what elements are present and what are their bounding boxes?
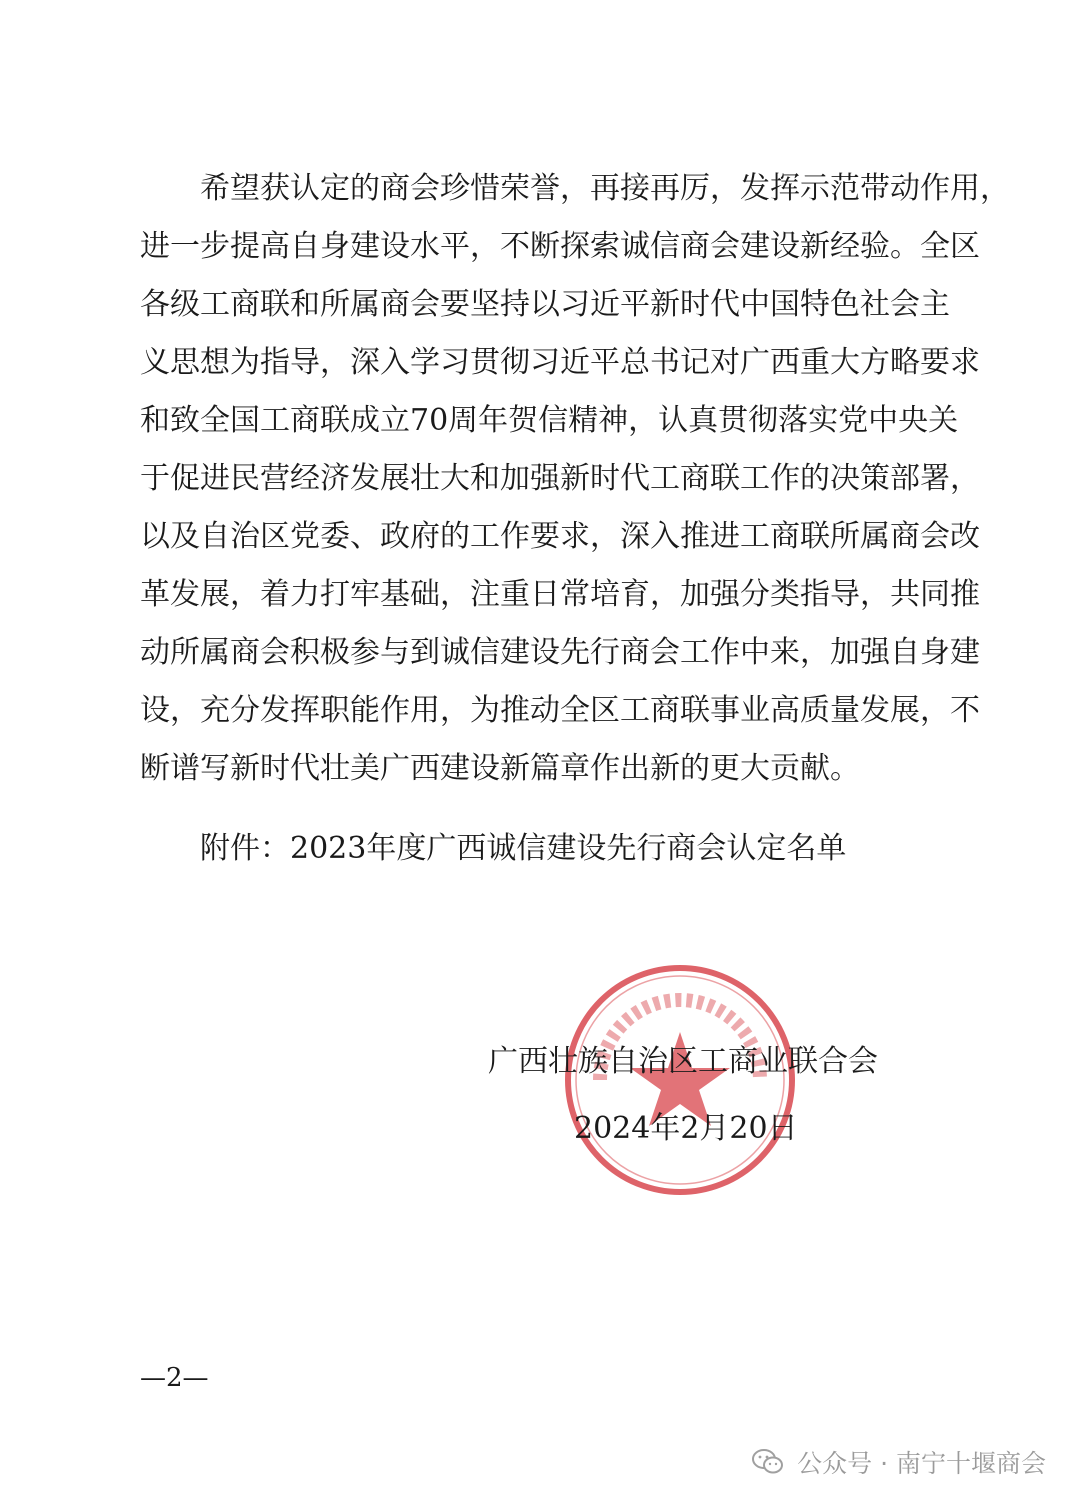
paragraph-line: 于促进民营经济发展壮大和加强新时代工商联工作的决策部署， — [140, 461, 980, 496]
paragraph-line: 义思想为指导，深入学习贯彻习近平总书记对广西重大方略要求 — [140, 345, 980, 380]
main-paragraph — [140, 160, 1010, 798]
paragraph-line: 革发展，着力打牢基础，注重日常培育，加强分类指导，共同推 — [140, 577, 980, 612]
paragraph-line: 以及自治区党委、政府的工作要求，深入推进工商联所属商会改 — [140, 519, 980, 554]
wechat-watermark — [751, 1440, 1046, 1484]
paragraph-line: 动所属商会积极参与到诚信建设先行商会工作中来，加强自身建 — [140, 635, 980, 670]
attachment-note: 附件：2023年度广西诚信建设先行商会认定名单 — [200, 831, 847, 866]
wechat-icon — [751, 1447, 785, 1477]
issuer-signature: 广西壮族自治区工商业联合会 — [488, 1044, 878, 1079]
paragraph-line: 希望获认定的商会珍惜荣誉，再接再厉，发挥示范带动作用， — [200, 171, 1010, 206]
paragraph-line: 各级工商联和所属商会要坚持以习近平新时代中国特色社会主 — [140, 287, 950, 322]
paragraph-line: 进一步提高自身建设水平，不断探索诚信商会建设新经验。全区 — [140, 229, 980, 264]
paragraph-line: 和致全国工商联成立70周年贺信精神，认真贯彻落实党中央关 — [140, 403, 959, 438]
issue-date: 2024年2月20日 — [574, 1111, 798, 1146]
paragraph-line: 设，充分发挥职能作用，为推动全区工商联事业高质量发展，不 — [140, 693, 980, 728]
paragraph-line: 断谱写新时代壮美广西建设新篇章作出新的更大贡献。 — [140, 751, 860, 786]
page-number: —2— — [140, 1363, 209, 1393]
watermark-text: 公众号 · 南宁十堰商会 — [797, 1449, 1046, 1478]
